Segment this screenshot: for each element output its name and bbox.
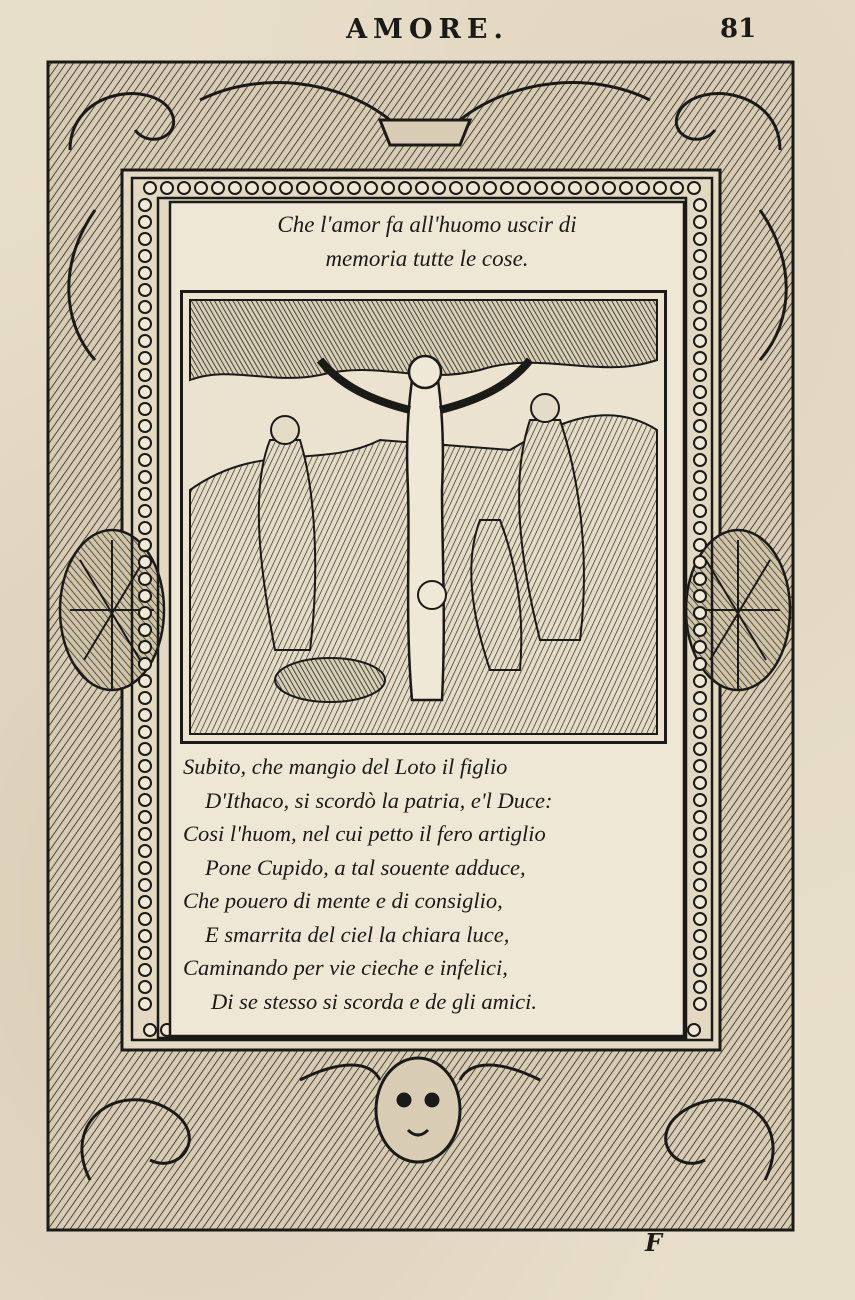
bead-ornament [382,182,394,194]
bead-ornament [139,352,151,364]
bead-ornament [139,607,151,619]
bead-ornament [348,182,360,194]
bead-ornament [694,777,706,789]
bead-ornament [139,420,151,432]
bead-ornament [688,182,700,194]
bead-ornament [139,658,151,670]
verse-line: Caminando per vie cieche e infelici, [183,955,508,980]
bead-ornament [694,913,706,925]
bead-ornament [139,964,151,976]
bead-ornament [139,743,151,755]
bead-ornament [139,301,151,313]
motto-line: memoria tutte le cose. [325,246,529,271]
bead-ornament [139,811,151,823]
bead-ornament [139,879,151,891]
verse-line: Di se stesso si scorda e de gli amici. [211,988,538,1014]
bead-ornament [144,182,156,194]
bead-ornament [603,182,615,194]
bead-ornament [416,182,428,194]
bead-ornament [694,556,706,568]
bead-ornament [139,641,151,653]
bead-ornament [139,760,151,772]
bead-ornament [694,216,706,228]
bead-ornament [654,182,666,194]
bead-ornament [139,862,151,874]
bead-ornament [139,369,151,381]
verse-line: Subito, che mangio del Loto il figlio [183,754,508,779]
bead-ornament [246,182,258,194]
bead-ornament [178,182,190,194]
bead-ornament [331,182,343,194]
bead-ornament [139,284,151,296]
tree-woman-woodcut [180,290,667,744]
bead-ornament [139,913,151,925]
bead-ornament [139,777,151,789]
bead-ornament [694,624,706,636]
bead-ornament [694,964,706,976]
bead-ornament [229,182,241,194]
bead-ornament [694,420,706,432]
bead-ornament [694,335,706,347]
emblem-verse [183,750,678,1018]
bead-ornament [139,437,151,449]
bead-ornament [694,301,706,313]
bead-ornament [694,726,706,738]
bead-ornament [694,233,706,245]
bead-ornament [620,182,632,194]
bead-ornament [139,250,151,262]
bead-ornament [139,454,151,466]
bead-ornament [694,709,706,721]
verse-line: Che pouero di mente e di consiglio, [183,888,503,913]
bead-ornament [139,896,151,908]
bead-ornament [694,607,706,619]
bead-ornament [694,658,706,670]
bead-ornament [139,556,151,568]
bead-ornament [694,590,706,602]
bead-ornament [365,182,377,194]
bead-ornament [314,182,326,194]
bead-ornament [694,403,706,415]
emblem-motto [172,208,682,276]
bead-ornament [688,1024,700,1036]
bead-ornament [139,573,151,585]
bead-ornament [139,675,151,687]
bead-ornament [694,318,706,330]
bead-ornament [139,726,151,738]
bead-ornament [139,386,151,398]
bead-ornament [139,267,151,279]
bead-ornament [450,182,462,194]
bead-ornament [263,182,275,194]
bead-ornament [297,182,309,194]
bead-ornament [694,981,706,993]
bead-ornament [694,743,706,755]
bead-ornament [139,828,151,840]
bead-ornament [694,369,706,381]
bead-ornament [139,692,151,704]
bead-ornament [694,352,706,364]
bead-ornament [694,386,706,398]
bead-ornament [139,930,151,942]
bead-ornament [139,539,151,551]
bead-ornament [501,182,513,194]
bead-ornament [139,522,151,534]
bead-ornament [694,437,706,449]
bead-ornament [694,896,706,908]
bead-ornament [139,590,151,602]
bead-ornament [637,182,649,194]
bead-ornament [139,845,151,857]
motto-line: Che l'amor fa all'huomo uscir di [277,212,577,237]
bead-ornament [694,454,706,466]
verse-line: D'Ithaco, si scordò la patria, e'l Duce: [205,787,553,813]
bead-ornament [280,182,292,194]
bead-ornament [139,505,151,517]
bead-ornament [694,250,706,262]
bead-ornament [694,199,706,211]
bead-ornament [139,471,151,483]
running-head: AMORE. [346,14,509,45]
bead-ornament [195,182,207,194]
bead-ornament [144,1024,156,1036]
bead-ornament [139,709,151,721]
bead-ornament [694,828,706,840]
bead-ornament [212,182,224,194]
bead-ornament [535,182,547,194]
bead-ornament [694,998,706,1010]
bead-ornament [671,182,683,194]
bead-ornament [586,182,598,194]
bead-ornament [694,879,706,891]
bead-ornament [399,182,411,194]
bead-ornament [518,182,530,194]
bead-ornament [139,318,151,330]
bead-ornament [139,233,151,245]
bead-ornament [484,182,496,194]
bead-ornament [694,539,706,551]
bead-ornament [694,675,706,687]
bead-ornament [694,811,706,823]
bead-ornament [694,284,706,296]
bead-ornament [139,488,151,500]
bead-ornament [569,182,581,194]
bead-ornament [139,624,151,636]
bead-ornament [694,522,706,534]
bead-ornament [694,641,706,653]
bead-ornament [161,182,173,194]
bead-ornament [139,403,151,415]
bead-ornament [139,335,151,347]
bead-ornament [139,981,151,993]
verse-line: Pone Cupido, a tal souente adduce, [205,854,526,880]
bead-ornament [139,794,151,806]
bead-ornament [694,760,706,772]
bead-ornament [694,692,706,704]
bead-ornament [694,930,706,942]
bead-ornament [694,862,706,874]
bead-ornament [694,505,706,517]
bead-ornament [139,998,151,1010]
bead-ornament [467,182,479,194]
bead-ornament [694,488,706,500]
bead-ornament [139,199,151,211]
bead-ornament [552,182,564,194]
signature-mark: F [645,1228,663,1257]
bead-ornament [694,947,706,959]
bead-ornament [694,573,706,585]
bead-ornament [433,182,445,194]
bead-ornament [139,947,151,959]
bead-ornament [694,845,706,857]
bead-ornament [694,794,706,806]
verse-line: E smarrita del ciel la chiara luce, [205,921,510,947]
verse-line: Cosi l'huom, nel cui petto il fero artiglio [183,821,546,846]
bead-ornament [139,216,151,228]
bead-ornament [694,267,706,279]
bead-ornament [694,471,706,483]
page-number: 81 [720,14,757,44]
